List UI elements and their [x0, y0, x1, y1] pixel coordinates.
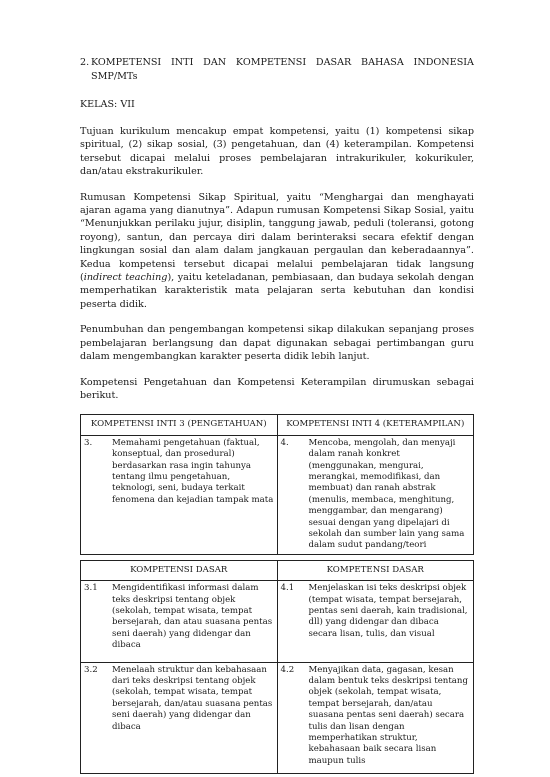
- ki3-number: 3.: [84, 437, 93, 448]
- ki3-text: Memahami pengetahuan (faktual, konseptual, dan prosedural) berdasarkan rasa ingin tahunya tentang ilmu pengetahuan, teknologi, seni, budaya terkait fenomena dan kejadian tampak mata: [112, 437, 274, 505]
- section-title: KOMPETENSI INTI DAN KOMPETENSI DASAR BAHASA INDONESIA SMP/MTs: [91, 57, 474, 82]
- class-label: KELAS: VII: [80, 99, 135, 110]
- kd-number: 4.2: [280, 664, 295, 675]
- ki4-number: 4.: [280, 437, 289, 448]
- kd-header-row: [81, 560, 474, 580]
- kd-text: Mengidentifikasi informasi dalam teks deskripsi tentang objek (sekolah, tempat wisata, tempat bersejarah, dan atau suasana pentas seni daerah) yang didengar dan dibaca: [112, 583, 273, 651]
- ki4-header: KOMPETENSI INTI 4 (KETERAMPILAN): [277, 415, 474, 435]
- paragraph-attitude-text-b: ), yaitu keteladanan, pembiasaan, dan budaya sekolah dengan memperhatikan karakteristik mata pelajaran serta kebutuhan dan kondisi peserta didik.: [80, 272, 474, 310]
- kd-text: Menyajikan data, gagasan, kesan dalam bentuk teks deskripsi tentang objek (sekolah, tempat wisata, tempat bersejarah, dan/atau suasana pentas seni daerah) secara tulis dan lisan dengan memperhatikan struktur, kebahasaan baik secara lisan maupun tulis: [308, 664, 468, 766]
- kd-number: 4.1: [280, 583, 295, 594]
- table-row: [81, 581, 474, 662]
- ki4-cell: [277, 435, 474, 554]
- ki4-text: Mencoba, mengolah, dan menyaji dalam ranah konkret (menggunakan, mengurai, merangkai, memodifikasi, dan membuat) dan ranah abstrak (menulis, membaca, menghitung, menggambar, dan mengarang) sesuai dengan yang dipelajari di sekolah dan sumber lain yang sama dalam sudut pandang/teori: [308, 437, 465, 551]
- kd-table: [80, 560, 474, 775]
- kd-number: 3.2: [84, 664, 98, 675]
- kd-3-1-cell: [81, 581, 278, 662]
- paragraph-intro-table: Kompetensi Pengetahuan dan Kompetensi Keterampilan dirumuskan sebagai berikut.: [80, 376, 474, 401]
- kd-text: Menelaah struktur dan kebahasaan dari teks deskripsi tentang objek (sekolah, tempat wisata, tempat bersejarah, dan/atau suasana pentas seni daerah) yang didengar dan dibaca: [112, 664, 273, 732]
- kd-4-2-cell: [277, 662, 474, 774]
- kd-number: 3.1: [84, 583, 98, 594]
- table-row: [81, 435, 474, 554]
- ki-header-row: [81, 415, 474, 435]
- ki3-header: KOMPETENSI INTI 3 (PENGETAHUAN): [81, 415, 278, 435]
- section-number: 2.: [80, 57, 90, 68]
- kd-4-1-cell: [277, 581, 474, 662]
- kd-left-header: KOMPETENSI DASAR: [81, 560, 278, 580]
- paragraph-attitude-competence: [80, 191, 474, 312]
- paragraph-attitude-italic: indirect teaching: [83, 272, 168, 284]
- ki3-cell: [81, 435, 278, 554]
- paragraph-attitude-text-a: Rumusan Kompetensi Sikap Spiritual, yaitu “Menghargai dan menghayati ajaran agama yang dianutnya”. Adapun rumusan Kompetensi Sikap Sosial, yaitu “Menunjukkan perilaku jujur, disiplin, tanggung jawab, peduli (toleransi, gotong royong), santun, dan percaya diri dalam berinteraksi secara efektif dengan lingkungan sosial dan alam dalam jangkauan pergaulan dan keberadaannya”. Kedua kompetensi tersebut dicapai melalui pembelajaran tidak langsung (: [80, 191, 474, 284]
- paragraph-curriculum-goals: Tujuan kurikulum mencakup empat kompetensi, yaitu (1) kompetensi sikap spiritual, (2) sikap sosial, (3) pengetahuan, dan (4) keterampilan. Kompetensi tersebut dicapai melalui proses pembelajaran intrakurikuler, kokurikuler, dan/atau ekstrakurikuler.: [80, 126, 474, 178]
- kd-text: Menjelaskan isi teks deskripsi objek (tempat wisata, tempat bersejarah, pentas seni daerah, kain tradisional, dll) yang didengar dan dibaca secara lisan, tulis, dan visual: [308, 583, 468, 639]
- paragraph-attitude-development: Penumbuhan dan pengembangan kompetensi sikap dilakukan sepanjang proses pembelajaran berlangsung dan dapat digunakan sebagai pertimbangan guru dalam mengembangkan karakter peserta didik lebih lanjut.: [80, 324, 474, 363]
- section-heading: [80, 56, 474, 84]
- kd-right-header: KOMPETENSI DASAR: [277, 560, 474, 580]
- ki-table: [80, 414, 474, 554]
- kd-3-2-cell: [81, 662, 278, 774]
- table-row: [81, 662, 474, 774]
